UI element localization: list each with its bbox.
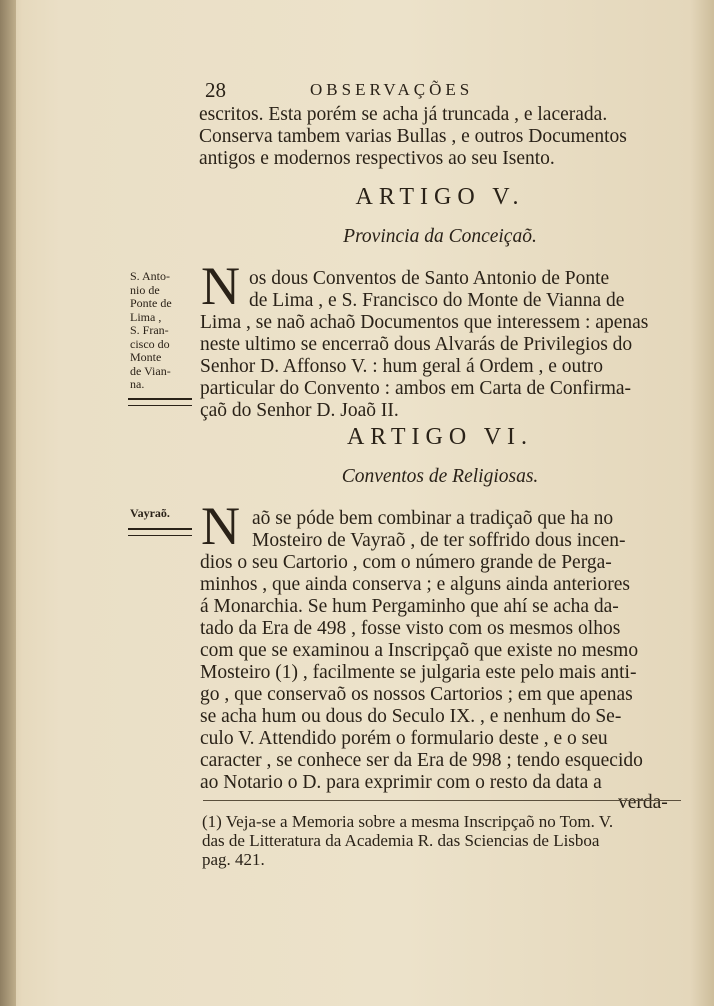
artigo-5-margin-note bbox=[130, 270, 198, 392]
footnote-rule bbox=[203, 800, 681, 801]
catchword: verda- bbox=[618, 792, 668, 813]
margin-note-line: cisco do bbox=[130, 336, 170, 351]
artigo-6-subheading: Conventos de Religiosas. bbox=[341, 466, 539, 487]
artigo-5-dropcap: N bbox=[201, 256, 240, 316]
artigo-6-dropcap: N bbox=[201, 496, 240, 556]
artigo-6-heading: ARTIGO VI. bbox=[346, 424, 534, 450]
artigo-5-line: neste ultimo se encerraõ dous Alvarás de Privilegios do bbox=[200, 334, 633, 355]
margin-note-line: Monte bbox=[130, 350, 162, 364]
artigo-5-line: çaõ do Senhor D. Joaõ II. bbox=[200, 400, 399, 421]
artigo-6-line: á Monarchia. Se hum Pergaminho que ahí se acha da- bbox=[200, 596, 619, 617]
margin-note-line: na. bbox=[130, 377, 145, 391]
footnote-line: (1) Veja-se a Memoria sobre a mesma Inscripçaõ no Tom. V. bbox=[202, 812, 614, 831]
margin-note-line: de Vian- bbox=[130, 363, 171, 378]
footnote-line: pag. 421. bbox=[202, 850, 265, 869]
margin-note-line: Vayraõ. bbox=[130, 506, 170, 520]
artigo-6-line: Mosteiro (1) , facilmente se julgaria este pelo mais anti- bbox=[200, 662, 637, 683]
artigo-6-line: se acha hum ou dous do Seculo IX. , e nenhum do Se- bbox=[200, 706, 622, 727]
artigo-6-line: com que se examinou a Inscripçaõ que existe no mesmo bbox=[200, 640, 639, 661]
running-head: OBSERVAÇÕES bbox=[310, 80, 474, 99]
artigo-6-line: go , que conservaõ os nossos Cartorios ; em que apenas bbox=[200, 684, 633, 705]
intro-line: antigos e modernos respectivos ao seu Isento. bbox=[199, 148, 555, 169]
artigo-5-line: Senhor D. Affonso V. : hum geral á Ordem , e outro bbox=[200, 356, 603, 377]
margin-note-line: S. Fran- bbox=[130, 323, 169, 337]
artigo-5-line: de Lima , e S. Francisco do Monte de Vianna de bbox=[249, 290, 625, 311]
margin-note-line: S. Anto- bbox=[130, 269, 171, 283]
page-number: 28 bbox=[205, 78, 226, 102]
artigo-5-line: Lima , se naõ achaõ Documentos que interessem : apenas bbox=[200, 312, 649, 333]
margin-note-line: nio de bbox=[130, 282, 160, 297]
artigo-6-line: dios o seu Cartorio , com o número grande de Perga- bbox=[200, 552, 612, 573]
artigo-5-subheading: Provincia da Conceiçaõ. bbox=[343, 226, 537, 247]
artigo-6-line: culo V. Attendido porém o formulario deste , e o seu bbox=[200, 728, 608, 749]
artigo-5-line: particular do Convento : ambos em Carta de Confirma- bbox=[200, 378, 632, 399]
margin-double-rule bbox=[128, 528, 192, 536]
artigo-6-line: tado da Era de 498 , fosse visto com os mesmos olhos bbox=[200, 618, 621, 639]
artigo-6-line: minhos , que ainda conserva ; e alguns ainda anteriores bbox=[200, 574, 630, 595]
artigo-6-line: ao Notario o D. para exprimir com o resto da data a bbox=[200, 772, 602, 793]
artigo-6-margin-note bbox=[130, 507, 198, 521]
book-spine bbox=[0, 0, 16, 1006]
artigo-6-line: Mosteiro de Vayraõ , de ter soffrido dous incen- bbox=[252, 530, 626, 551]
artigo-5-line: os dous Conventos de Santo Antonio de Ponte bbox=[249, 268, 610, 289]
artigo-6-line: caracter , se conhece ser da Era de 998 ; tendo esquecido bbox=[200, 750, 643, 771]
margin-note-line: Ponte de bbox=[130, 296, 172, 310]
artigo-5-heading: ARTIGO V. bbox=[355, 184, 525, 210]
page-header bbox=[205, 78, 685, 102]
intro-line: escritos. Esta porém se acha já truncada , e lacerada. bbox=[199, 104, 608, 125]
artigo-6-line: aõ se póde bem combinar a tradiçaõ que ha no bbox=[252, 508, 614, 529]
margin-note-line: Lima , bbox=[130, 309, 162, 324]
footnote-line: das de Litteratura da Academia R. das Sciencias de Lisboa bbox=[202, 831, 600, 850]
margin-double-rule bbox=[128, 398, 192, 406]
intro-line: Conserva tambem varias Bullas , e outros Documentos bbox=[199, 126, 627, 147]
